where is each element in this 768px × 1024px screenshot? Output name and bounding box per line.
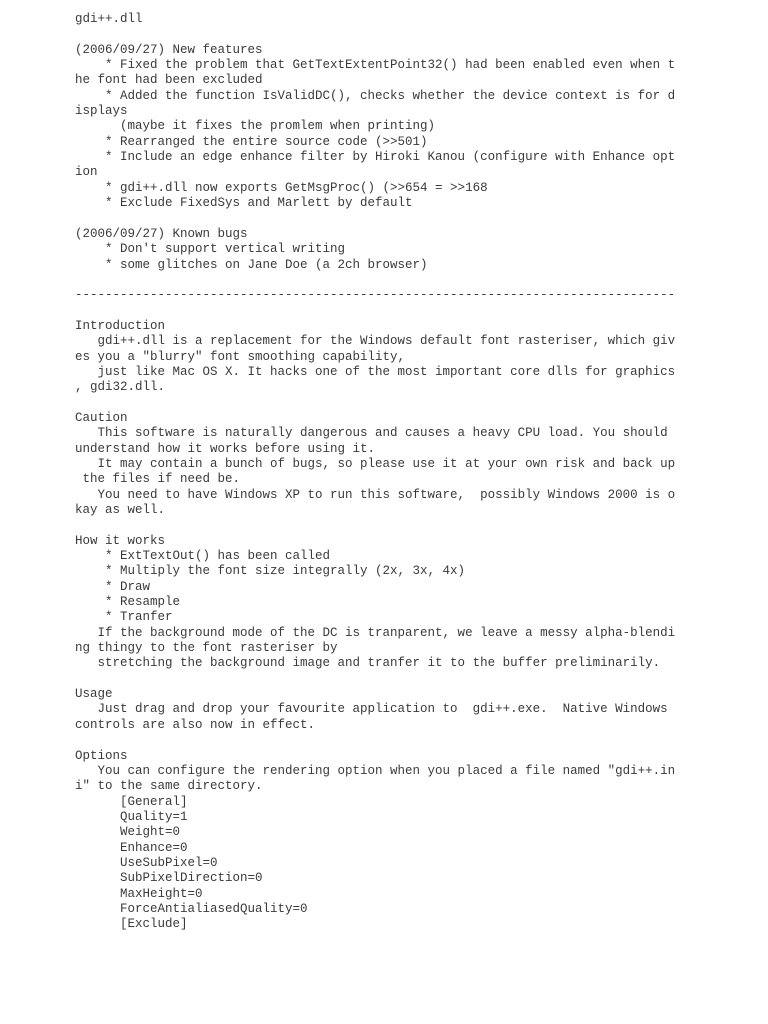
text-line: ForceAntialiasedQuality=0 <box>75 901 308 916</box>
text-line <box>75 518 675 533</box>
text-line: * Fixed the problem that GetTextExtentPoint32() had been enabled even when t <box>75 58 676 73</box>
text-line: * some glitches on Jane Doe (a 2ch browser) <box>75 257 428 272</box>
text-line: * Tranfer <box>75 610 173 625</box>
text-line <box>75 304 675 319</box>
text-line <box>75 733 675 748</box>
text-line: ng thingy to the font rasteriser by <box>75 641 338 656</box>
text-line: It may contain a bunch of bugs, so please use it at your own risk and back up <box>75 456 676 471</box>
text-line: * ExtTextOut() has been called <box>75 549 331 564</box>
text-line: * Multiply the font size integrally (2x, 3x, 4x) <box>75 564 466 579</box>
text-line: * Exclude FixedSys and Marlett by default <box>75 196 413 211</box>
text-line: the files if need be. <box>75 472 241 487</box>
text-line: i" to the same directory. <box>75 779 263 794</box>
text-line: * Resample <box>75 595 181 610</box>
separator-line: -------------------------------------------------------------------------------- <box>75 288 676 303</box>
text-line: How it works <box>75 533 166 548</box>
text-line: This software is naturally dangerous and causes a heavy CPU load. You should <box>75 426 668 441</box>
text-line: * Don't support vertical writing <box>75 242 346 257</box>
text-line: gdi++.dll <box>75 12 143 26</box>
text-line: [General] <box>75 794 188 809</box>
text-line: (2006/09/27) Known bugs <box>75 226 248 241</box>
text-line <box>75 211 675 226</box>
text-line <box>75 273 675 288</box>
text-line: Quality=1 <box>75 809 188 824</box>
text-line: Options <box>75 748 128 763</box>
text-line: , gdi32.dll. <box>75 380 166 395</box>
text-line: stretching the background image and tranfer it to the buffer preliminarily. <box>75 656 661 671</box>
text-line: If the background mode of the DC is tranparent, we leave a messy alpha-blendi <box>75 625 676 640</box>
text-line <box>75 672 675 687</box>
text-line: MaxHeight=0 <box>75 886 203 901</box>
text-line: isplays <box>75 104 128 119</box>
text-line: UseSubPixel=0 <box>75 855 218 870</box>
text-line: Usage <box>75 687 113 702</box>
text-line: You can configure the rendering option when you placed a file named "gdi++.in <box>75 763 676 778</box>
text-line: * Rearranged the entire source code (>>501) <box>75 134 428 149</box>
text-line: * Added the function IsValidDC(), checks whether the device context is for d <box>75 88 676 103</box>
text-line: understand how it works before using it. <box>75 441 376 456</box>
text-line: kay as well. <box>75 503 166 517</box>
text-line: Introduction <box>75 318 166 333</box>
text-line: ion <box>75 165 98 180</box>
text-line: he font had been excluded <box>75 73 263 88</box>
text-line: [Exclude] <box>75 917 188 932</box>
text-line: gdi++.dll is a replacement for the Windows default font rasteriser, which giv <box>75 334 676 349</box>
text-line: (2006/09/27) New features <box>75 42 263 57</box>
text-line: just like Mac OS X. It hacks one of the most important core dlls for graphics <box>75 364 676 379</box>
text-line <box>75 27 675 42</box>
text-line: * gdi++.dll now exports GetMsgProc() (>>654 = >>168 <box>75 180 488 195</box>
text-line: You need to have Windows XP to run this software, possibly Windows 2000 is o <box>75 487 676 502</box>
text-line: Just drag and drop your favourite application to gdi++.exe. Native Windows <box>75 702 668 717</box>
text-line: (maybe it fixes the promlem when printing) <box>75 119 436 134</box>
text-line: * Include an edge enhance filter by Hiroki Kanou (configure with Enhance opt <box>75 150 676 165</box>
text-line: es you a "blurry" font smoothing capability, <box>75 349 406 364</box>
text-line: Enhance=0 <box>75 840 188 855</box>
document-body <box>75 12 675 933</box>
text-line: Weight=0 <box>75 825 181 840</box>
text-line: * Draw <box>75 579 151 594</box>
text-line: controls are also now in effect. <box>75 717 316 732</box>
text-line: SubPixelDirection=0 <box>75 871 263 886</box>
text-line <box>75 396 675 411</box>
text-line: Caution <box>75 410 128 425</box>
